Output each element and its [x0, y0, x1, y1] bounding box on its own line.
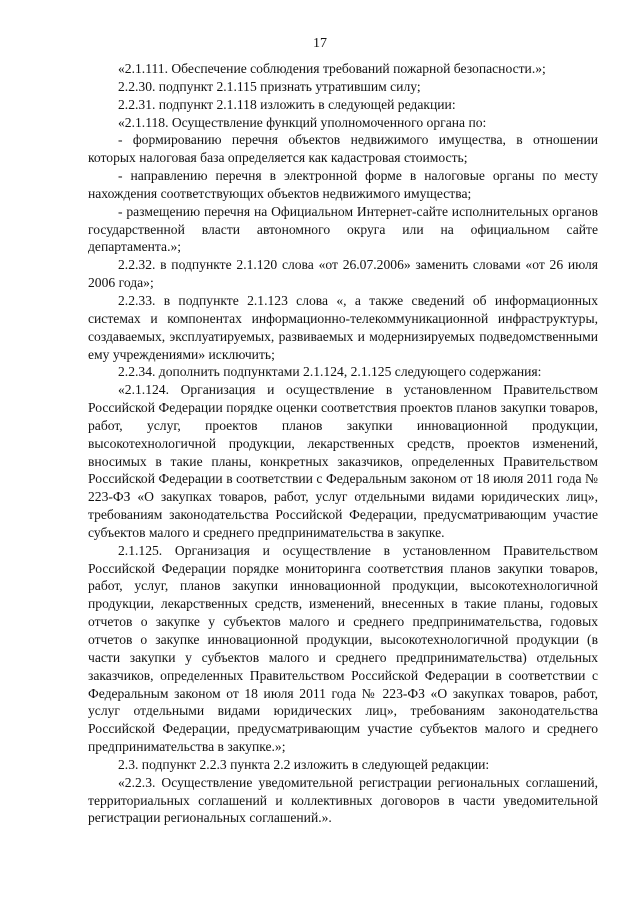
list-item-formation: - формированию перечня объектов недвижимого имущества, в отношении которых налоговая база определяется как кадастровая стоимость; [88, 132, 598, 166]
page-number: 17 [313, 36, 327, 51]
paragraph-2-2-3: «2.2.3. Осуществление уведомительной регистрации региональных соглашений, территориальных соглашений и коллективных договоров в части уведомительной регистрации региональных соглашений.». [88, 774, 598, 826]
paragraph-2-1-124: «2.1.124. Организация и осуществление в установленном Правительством Российской Федерации порядке оценки соответствия проектов планов закупки товаров, работ, услуг, проектов планов закупки инновационной продукции, высокотехнологичной продукции, лекарственных средств, проектов изменений, вносимых в такие планы, конкретных заказчиков, определенных Правительством Российской Федерации в соответствии с Федеральным законом от 18 июля 2011 года № 223-ФЗ «О закупках товаров, работ, услуг отдельными видами юридических лиц», требованиям законодательства Российской Федерации, предусматривающим участие субъектов малого и среднего предпринимательства в закупке. [88, 382, 598, 540]
document-body [88, 60, 598, 827]
paragraph-2-2-33: 2.2.33. в подпункте 2.1.123 слова «, а также сведений об информационных системах и компонентах информационно-телекоммуникационной инфраструктуры, создаваемых, эксплуатируемых, развиваемых и модернизируемых подведомственными ему учреждениями» исключить; [88, 292, 598, 362]
paragraph-2-2-34: 2.2.34. дополнить подпунктами 2.1.124, 2.1.125 следующего содержания: [118, 364, 542, 380]
list-item-publication: - размещению перечня на Официальном Интернет-сайте исполнительных органов государственной власти автономного округа или на официальном сайте департамента.»; [88, 203, 598, 255]
paragraph-2-2-31: 2.2.31. подпункт 2.1.118 изложить в следующей редакции: [118, 96, 456, 112]
list-item-direction: - направлению перечня в электронной форме в налоговые органы по месту нахождения соответствующих объектов недвижимого имущества; [88, 168, 598, 201]
paragraph-2-1-125: 2.1.125. Организация и осуществление в установленном Правительством Российской Федерации порядке мониторинга соответствия планов закупки товаров, работ, услуг, планов закупки инновационной продукции, высокотехнологичной продукции, лекарственных средств, изменений, внесенных в такие планы, годовых отчетов о закупке у субъектов малого и среднего предпринимательства, годовых отчетов о закупке инновационной продукции, высокотехнологичной продукции (в части закупки у субъектов малого и среднего предпринимательства) отдельных заказчиков, определенных Правительством Российской Федерации в соответствии с Федеральным законом от 18 июля 2011 года № 223-ФЗ «О закупках товаров, работ, услуг отдельными видами юридических лиц», требованиям законодательства Российской Федерации, предусматривающим участие субъектов малого и среднего предпринимательства в закупке.»; [88, 542, 598, 755]
paragraph-2-2-30: 2.2.30. подпункт 2.1.115 признать утратившим силу; [118, 78, 421, 94]
paragraph-2-3: 2.3. подпункт 2.2.3 пункта 2.2 изложить в следующей редакции: [118, 756, 490, 772]
paragraph-2-1-118: «2.1.118. Осуществление функций уполномоченного органа по: [118, 114, 487, 130]
paragraph-2-1-111: «2.1.111. Обеспечение соблюдения требований пожарной безопасности.»; [118, 61, 546, 76]
paragraph-2-2-32: 2.2.32. в подпункте 2.1.120 слова «от 26.07.2006» заменить словами «от 26 июля 2006 года»; [88, 257, 598, 291]
